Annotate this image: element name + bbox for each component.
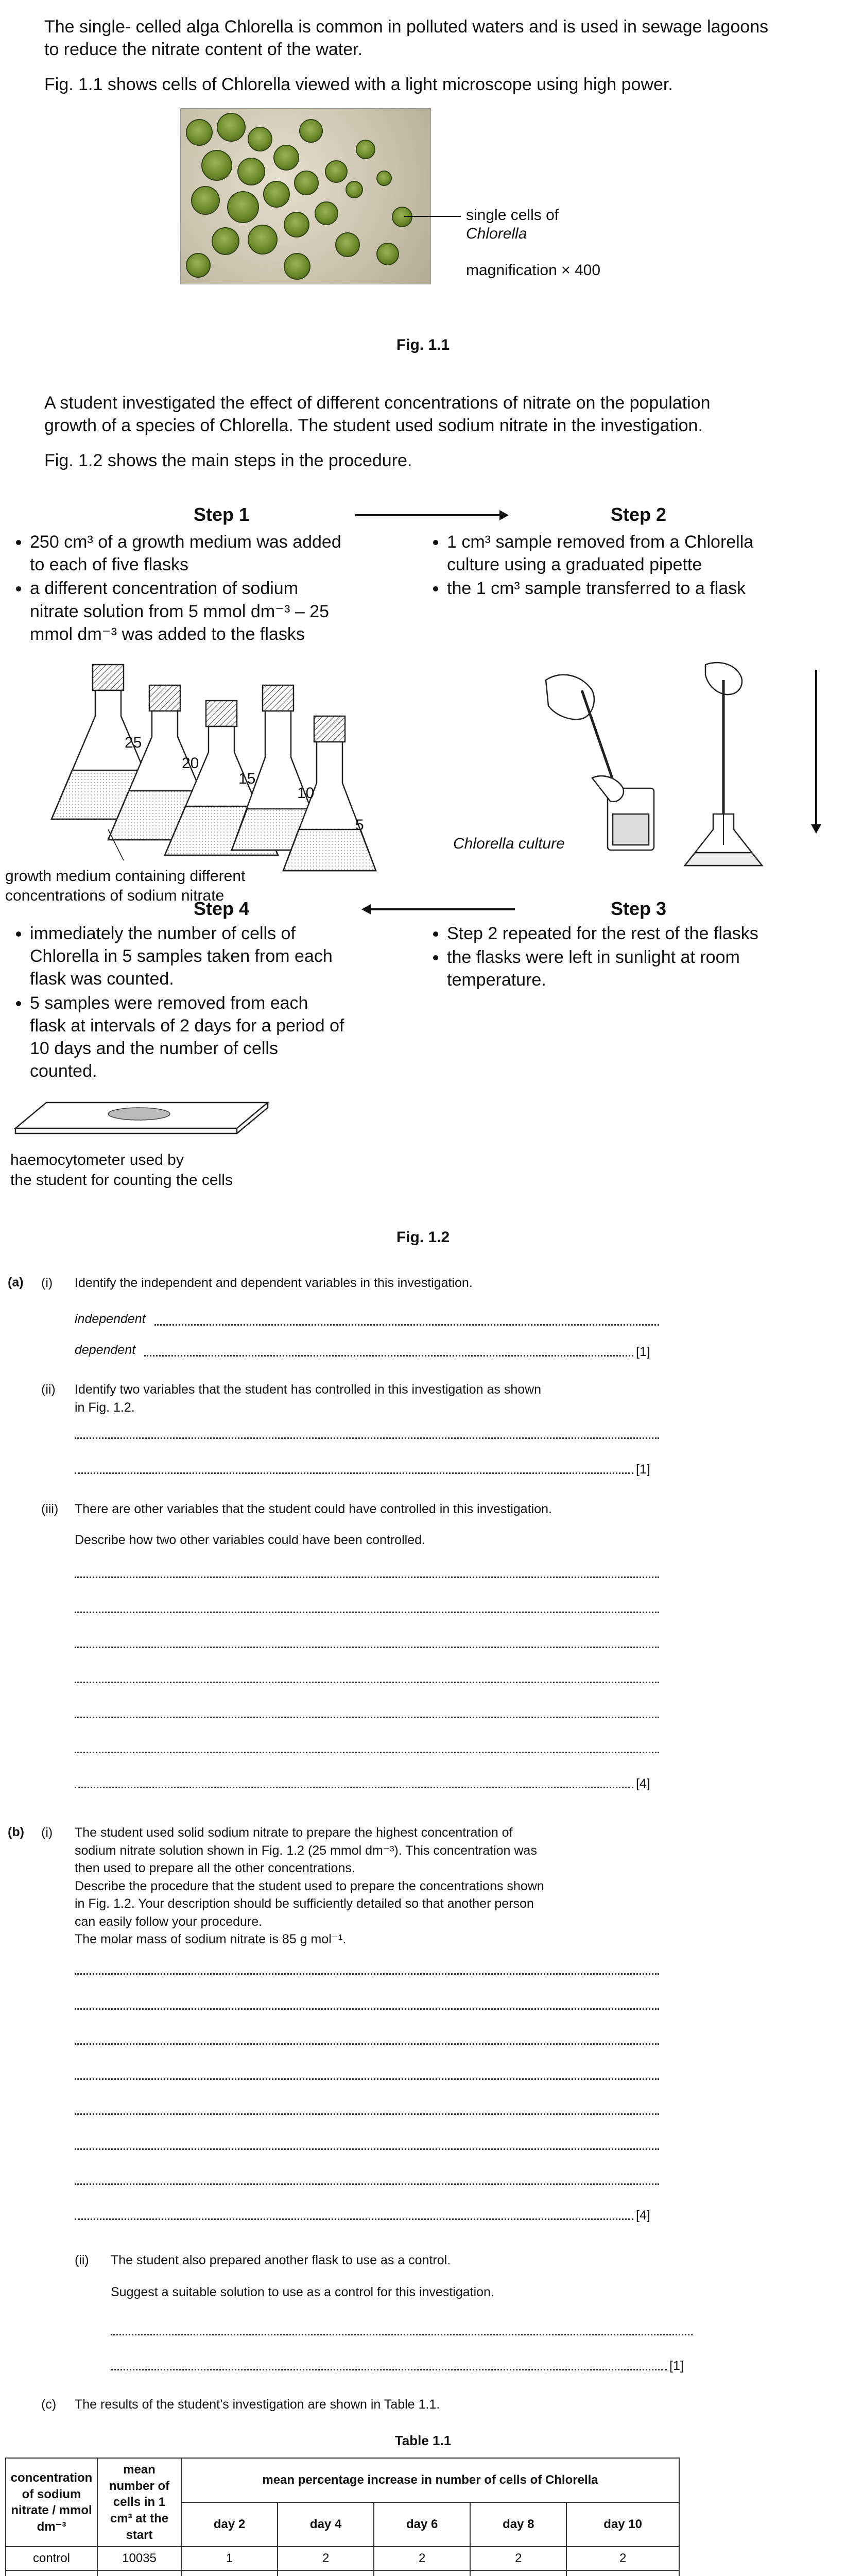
step3-title: Step 3 bbox=[610, 898, 667, 919]
q-b-i-line-3: then used to prepare all the other concentrations. bbox=[75, 1861, 355, 1875]
growth-medium-label-2: concentrations of sodium nitrate bbox=[5, 887, 225, 904]
arrow-step2-step3 bbox=[808, 670, 824, 835]
cell-label-line bbox=[402, 196, 463, 237]
b-i-answer-line-7[interactable] bbox=[75, 2183, 659, 2185]
cell bbox=[6, 2570, 97, 2576]
step3-bullet-2: • the flasks were left in sunlight at room temperature. bbox=[447, 946, 793, 991]
mark-a-iii: [4] bbox=[636, 1776, 650, 1791]
step4-bullet-2: • 5 samples were removed from each flask at intervals of 2 days for a period of 10 days and the number of cells counted. bbox=[30, 992, 345, 1083]
cell: 2 bbox=[278, 2547, 374, 2570]
q-c-label: (c) bbox=[41, 2397, 57, 2412]
step1-bullet-1: • 250 cm³ of a growth medium was added to each of five flasks bbox=[30, 531, 345, 576]
q-b-i-line-7: The molar mass of sodium nitrate is 85 g mol⁻¹. bbox=[75, 1932, 347, 1946]
header-mean-start: mean number of cells in 1 cm³ at the start bbox=[97, 2458, 181, 2547]
cell bbox=[278, 2570, 374, 2576]
step1-bullet-2: • a different concentration of sodium nitrate solution from 5 mmol dm⁻³ – 25 mmol dm⁻³ was added to the flasks bbox=[30, 577, 345, 646]
step2-bullet-1: • 1 cm³ sample removed from a Chlorella culture using a graduated pipette bbox=[447, 531, 762, 576]
header-day-2: day 2 bbox=[181, 2502, 278, 2547]
q-a-ii-label: (ii) bbox=[41, 1382, 56, 1397]
q-c-text: The results of the student’s investigation are shown in Table 1.1. bbox=[75, 2397, 440, 2412]
b-i-answer-line-2[interactable] bbox=[75, 2008, 659, 2010]
q-a-iii-label: (iii) bbox=[41, 1502, 59, 1516]
magnification-label: magnification × 400 bbox=[466, 262, 601, 279]
step4-title: Step 4 bbox=[193, 898, 250, 919]
cells-label-2: Chlorella bbox=[466, 225, 527, 242]
b-ii-answer-line-1[interactable] bbox=[111, 2334, 693, 2335]
step2-bullet-2: • the 1 cm³ sample transferred to a flask bbox=[447, 577, 762, 600]
header-day-10: day 10 bbox=[566, 2502, 679, 2547]
a-ii-answer-line-1[interactable] bbox=[75, 1437, 659, 1439]
cell bbox=[97, 2570, 181, 2576]
cell: 2 bbox=[374, 2547, 470, 2570]
cells-label-1: single cells of bbox=[466, 207, 559, 224]
b-i-answer-line-8[interactable] bbox=[75, 2218, 633, 2220]
a-iii-answer-line-7[interactable] bbox=[75, 1787, 633, 1788]
q-a-ii-text-2: in Fig. 1.2. bbox=[75, 1400, 135, 1415]
mark-a-ii: [1] bbox=[636, 1462, 650, 1477]
dependent-answer-line[interactable] bbox=[144, 1355, 633, 1357]
cell: 2 bbox=[470, 2547, 566, 2570]
fig12-intro: Fig. 1.2 shows the main steps in the procedure. bbox=[44, 451, 412, 471]
fig11-intro: Fig. 1.1 shows cells of Chlorella viewed with a light microscope using high power. bbox=[44, 75, 673, 95]
independent-answer-line[interactable] bbox=[154, 1324, 659, 1326]
mark-b-i: [4] bbox=[636, 2208, 650, 2223]
investigation-line-1: A student investigated the effect of different concentrations of nitrate on the population bbox=[44, 393, 711, 413]
step4-bullet-1: • immediately the number of cells of Chlorella in 5 samples taken from each flask was counted. bbox=[30, 922, 345, 991]
q-b-i-line-2: sodium nitrate solution shown in Fig. 1.2 (25 mmol dm⁻³). This concentration was bbox=[75, 1843, 537, 1858]
b-i-answer-line-4[interactable] bbox=[75, 2078, 659, 2080]
q-b-i-line-5: in Fig. 1.2. Your description should be sufficiently detailed so that another person bbox=[75, 1896, 534, 1911]
a-iii-answer-line-2[interactable] bbox=[75, 1612, 659, 1613]
cell bbox=[566, 2570, 679, 2576]
a-iii-answer-line-1[interactable] bbox=[75, 1577, 659, 1578]
q-b-i-line-4: Describe the procedure that the student used to prepare the concentrations shown bbox=[75, 1878, 544, 1893]
b-i-answer-line-3[interactable] bbox=[75, 2043, 659, 2045]
header-day-4: day 4 bbox=[278, 2502, 374, 2547]
dependent-label: dependent bbox=[75, 1343, 136, 1357]
q-b-label: (b) bbox=[8, 1825, 24, 1839]
q-b-ii-text-2: Suggest a suitable solution to use as a control for this investigation. bbox=[111, 2285, 494, 2299]
table-caption: Table 1.1 bbox=[394, 2433, 452, 2448]
a-iii-answer-line-3[interactable] bbox=[75, 1647, 659, 1648]
table-row bbox=[6, 2570, 679, 2576]
q-b-i-label: (i) bbox=[41, 1825, 53, 1840]
step1-title: Step 1 bbox=[193, 504, 250, 525]
q-a-i-label: (i) bbox=[41, 1276, 53, 1290]
a-iii-answer-line-4[interactable] bbox=[75, 1682, 659, 1683]
mark-a-i: [1] bbox=[636, 1345, 650, 1359]
a-iii-answer-line-5[interactable] bbox=[75, 1717, 659, 1718]
a-iii-answer-line-6[interactable] bbox=[75, 1752, 659, 1753]
cell bbox=[470, 2570, 566, 2576]
flasks-illustration bbox=[46, 654, 381, 881]
q-a-iii-text: There are other variables that the student could have controlled in this investigation. bbox=[75, 1502, 552, 1516]
q-b-ii-text-1: The student also prepared another flask to use as a control. bbox=[111, 2253, 451, 2267]
flask-label-15: 15 bbox=[238, 770, 256, 787]
haemocytometer-illustration bbox=[10, 1092, 278, 1144]
table-row bbox=[6, 2547, 679, 2570]
cell bbox=[374, 2570, 470, 2576]
independent-label: independent bbox=[75, 1312, 146, 1326]
flask-label-10: 10 bbox=[297, 785, 315, 802]
investigation-line-2: growth of a species of Chlorella. The student used sodium nitrate in the investigation. bbox=[44, 416, 703, 436]
q-b-i-line-6: can easily follow your procedure. bbox=[75, 1914, 263, 1929]
q-a-iii-text-2: Describe how two other variables could have been controlled. bbox=[75, 1533, 425, 1547]
growth-medium-label-1: growth medium containing different bbox=[5, 868, 246, 885]
a-ii-answer-line-2[interactable] bbox=[75, 1472, 633, 1474]
header-percentage-increase: mean percentage increase in number of cells of Chlorella bbox=[181, 2458, 679, 2502]
b-ii-answer-line-2[interactable] bbox=[111, 2369, 667, 2370]
intro-line-2: to reduce the nitrate content of the water. bbox=[44, 40, 363, 60]
flask-label-25: 25 bbox=[125, 734, 142, 751]
arrow-step1-step2 bbox=[355, 507, 510, 523]
cell: 1 bbox=[181, 2547, 278, 2570]
b-i-answer-line-1[interactable] bbox=[75, 1973, 659, 1975]
flask-label-5: 5 bbox=[355, 817, 364, 834]
q-b-i-line-1: The student used solid sodium nitrate to prepare the highest concentration of bbox=[75, 1825, 513, 1840]
fig12-caption: Fig. 1.2 bbox=[396, 1229, 450, 1246]
b-i-answer-line-6[interactable] bbox=[75, 2148, 659, 2150]
q-a-ii-text-1: Identify two variables that the student has controlled in this investigation as shown bbox=[75, 1382, 542, 1397]
q-b-ii-label: (ii) bbox=[75, 2253, 89, 2267]
header-concentration: concentration of sodium nitrate / mmol dm⁻³ bbox=[6, 2458, 97, 2547]
step2-title: Step 2 bbox=[610, 504, 667, 525]
mark-b-ii: [1] bbox=[669, 2359, 684, 2373]
chlorella-micrograph bbox=[180, 108, 431, 284]
results-table bbox=[5, 2458, 680, 2576]
cell: 10035 bbox=[97, 2547, 181, 2570]
pipette-illustration bbox=[541, 659, 767, 876]
fig11-caption: Fig. 1.1 bbox=[396, 336, 450, 353]
chlorella-culture-label: Chlorella culture bbox=[453, 835, 565, 852]
q-a-label: (a) bbox=[8, 1275, 24, 1290]
b-i-answer-line-5[interactable] bbox=[75, 2113, 659, 2115]
cell: control bbox=[6, 2547, 97, 2570]
header-day-6: day 6 bbox=[374, 2502, 470, 2547]
step3-bullet-1: • Step 2 repeated for the rest of the flasks bbox=[447, 922, 793, 945]
intro-line-1: The single- celled alga Chlorella is common in polluted waters and is used in sewage lagoons bbox=[44, 17, 769, 37]
flask-label-20: 20 bbox=[182, 755, 199, 772]
cell bbox=[181, 2570, 278, 2576]
q-a-i-text: Identify the independent and dependent variables in this investigation. bbox=[75, 1276, 473, 1290]
haemocytometer-label-2: the student for counting the cells bbox=[10, 1172, 233, 1189]
arrow-step3-step4 bbox=[360, 902, 515, 917]
cell: 2 bbox=[566, 2547, 679, 2570]
haemocytometer-label-1: haemocytometer used by bbox=[10, 1151, 184, 1168]
header-day-8: day 8 bbox=[470, 2502, 566, 2547]
